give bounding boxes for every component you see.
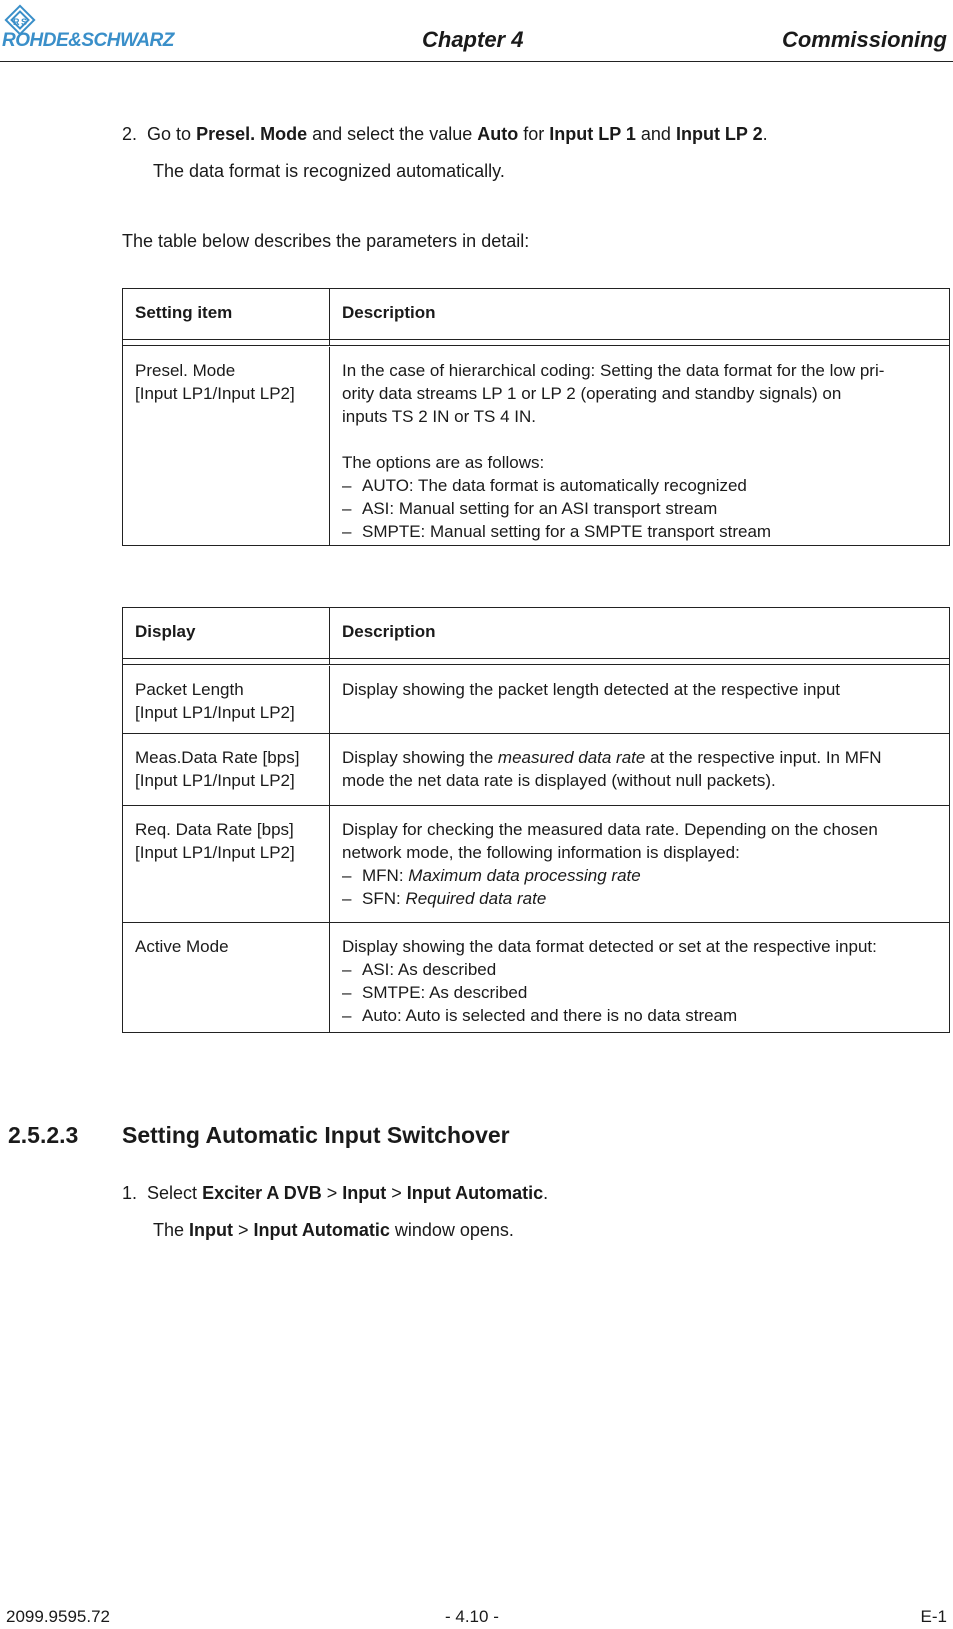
- column-header-setting-item: Setting item: [135, 303, 233, 322]
- table-row: [123, 733, 949, 805]
- text-run: .: [762, 124, 768, 144]
- display-name: Req. Data Rate [bps]: [135, 820, 294, 839]
- table-row: [123, 666, 949, 733]
- text-run: and: [635, 124, 676, 144]
- setting-item-cell: [135, 359, 325, 405]
- text-run: The: [153, 1220, 190, 1240]
- ui-ref-input-lp1: Input LP 1: [549, 124, 636, 144]
- description-line: [342, 746, 942, 769]
- ui-ref-input-automatic: Input Automatic: [253, 1220, 390, 1240]
- column-header-description: Description: [342, 303, 436, 322]
- display-name: Meas.Data Rate [bps]: [135, 748, 300, 767]
- option-text: AUTO: The data format is automatically recognized: [362, 476, 747, 495]
- step-1-result: [153, 1219, 514, 1241]
- bullet-text: Auto: Auto is selected and there is no data stream: [362, 1006, 738, 1025]
- text-run: >: [386, 1183, 407, 1203]
- options-intro: The options are as follows:: [342, 453, 545, 472]
- column-header-description: Description: [342, 622, 436, 641]
- emphasis-text: measured data rate: [497, 748, 646, 767]
- description-line: In the case of hierarchical coding: Setting the data format for the low pri-: [342, 361, 885, 380]
- text-run: Display showing the: [342, 748, 498, 767]
- ui-ref-input: Input: [189, 1220, 234, 1240]
- display-item-cell: [135, 935, 325, 958]
- edition-label: E-1: [920, 1607, 947, 1626]
- display-item-cell: [135, 678, 325, 724]
- description-line: inputs TS 2 IN or TS 4 IN.: [342, 407, 537, 426]
- brand-name: ROHDE&SCHWARZ: [2, 30, 174, 51]
- option-text: ASI: Manual setting for an ASI transport stream: [362, 499, 718, 518]
- option-text: SMPTE: Manual setting for a SMPTE transport stream: [362, 522, 772, 541]
- step-number: 1.: [122, 1183, 138, 1203]
- bullet-item: – MFN: Maximum data processing rate: [342, 866, 641, 885]
- ui-ref-exciter-a-dvb: Exciter A DVB: [202, 1183, 322, 1203]
- text-run: >: [233, 1220, 254, 1240]
- text-run: Go to: [147, 124, 197, 144]
- text-run: for: [518, 124, 550, 144]
- section-number: 2.5.2.3: [8, 1122, 79, 1148]
- svg-text:R: R: [13, 17, 20, 27]
- description-cell: [342, 746, 942, 792]
- step-number: 2.: [122, 124, 138, 144]
- description-cell: [342, 678, 942, 701]
- description-line: network mode, the following information is displayed:: [342, 843, 740, 862]
- setting-name: Presel. Mode: [135, 361, 236, 380]
- settings-table: [122, 288, 950, 546]
- svg-text:S: S: [21, 17, 28, 27]
- bullet-item: – SFN: Required data rate: [342, 889, 547, 908]
- step-2-result: The data format is recognized automatically.: [153, 161, 505, 181]
- header-divider: [0, 61, 953, 62]
- bullet-label: MFN:: [362, 866, 409, 885]
- description-line: Display showing the data format detected or set at the respective input:: [342, 937, 877, 956]
- text-run: Select: [147, 1183, 203, 1203]
- option-item: – AUTO: The data format is automatically recognized: [342, 476, 747, 495]
- bullet-text: ASI: As described: [362, 960, 497, 979]
- bullet-item: – SMTPE: As described: [342, 983, 528, 1002]
- description-cell: [342, 359, 942, 543]
- text-run: .: [543, 1183, 549, 1203]
- option-item: – SMPTE: Manual setting for a SMPTE transport stream: [342, 522, 772, 541]
- bullet-value: Required data rate: [405, 889, 547, 908]
- description-line: Display showing the packet length detected at the respective input: [342, 680, 841, 699]
- display-item-cell: [135, 818, 325, 864]
- header-section-title: Commissioning: [781, 27, 947, 52]
- description-line: mode the net data rate is displayed (without null packets).: [342, 771, 776, 790]
- ui-ref-input-lp2: Input LP 2: [675, 124, 763, 144]
- step-2-instruction: [122, 123, 768, 145]
- ui-ref-input: Input: [342, 1183, 387, 1203]
- display-scope: [Input LP1/Input LP2]: [135, 843, 295, 862]
- bullet-item: – ASI: As described: [342, 960, 497, 979]
- page-number: - 4.10 -: [445, 1607, 499, 1626]
- display-item-cell: [135, 746, 325, 792]
- table-header: [123, 608, 949, 659]
- text-run: and select the value: [307, 124, 478, 144]
- step-1-instruction: [122, 1182, 548, 1204]
- table-intro: The table below describes the parameters in detail:: [122, 231, 530, 251]
- chapter-label: Chapter 4: [422, 27, 524, 52]
- description-line: ority data streams LP 1 or LP 2 (operating and standby signals) on: [342, 384, 842, 403]
- text-run: >: [321, 1183, 343, 1203]
- display-scope: [Input LP1/Input LP2]: [135, 771, 295, 790]
- ui-ref-input-automatic: Input Automatic: [406, 1183, 544, 1203]
- ui-ref-auto: Auto: [477, 124, 519, 144]
- table-row: [123, 922, 949, 1033]
- setting-scope: [Input LP1/Input LP2]: [135, 384, 295, 403]
- description-cell: [342, 935, 942, 1027]
- display-name: Active Mode: [135, 937, 229, 956]
- table-row: [123, 347, 949, 545]
- ui-ref-presel-mode: Presel. Mode: [196, 124, 308, 144]
- option-item: – ASI: Manual setting for an ASI transport stream: [342, 499, 718, 518]
- document-number: 2099.9595.72: [6, 1607, 110, 1626]
- bullet-item: – Auto: Auto is selected and there is no data stream: [342, 1006, 738, 1025]
- display-table: [122, 607, 950, 1033]
- bullet-value: Maximum data processing rate: [408, 866, 641, 885]
- text-run: at the respective input. In MFN: [645, 748, 882, 767]
- column-header-display: Display: [135, 622, 196, 641]
- text-run: window opens.: [389, 1220, 514, 1240]
- display-name: Packet Length: [135, 680, 244, 699]
- table-row: [123, 805, 949, 922]
- section-heading: Setting Automatic Input Switchover: [122, 1122, 510, 1148]
- table-header: [123, 289, 949, 340]
- bullet-label: SFN:: [362, 889, 406, 908]
- description-cell: [342, 818, 942, 910]
- bullet-text: SMTPE: As described: [362, 983, 528, 1002]
- display-scope: [Input LP1/Input LP2]: [135, 703, 295, 722]
- description-line: Display for checking the measured data rate. Depending on the chosen: [342, 820, 878, 839]
